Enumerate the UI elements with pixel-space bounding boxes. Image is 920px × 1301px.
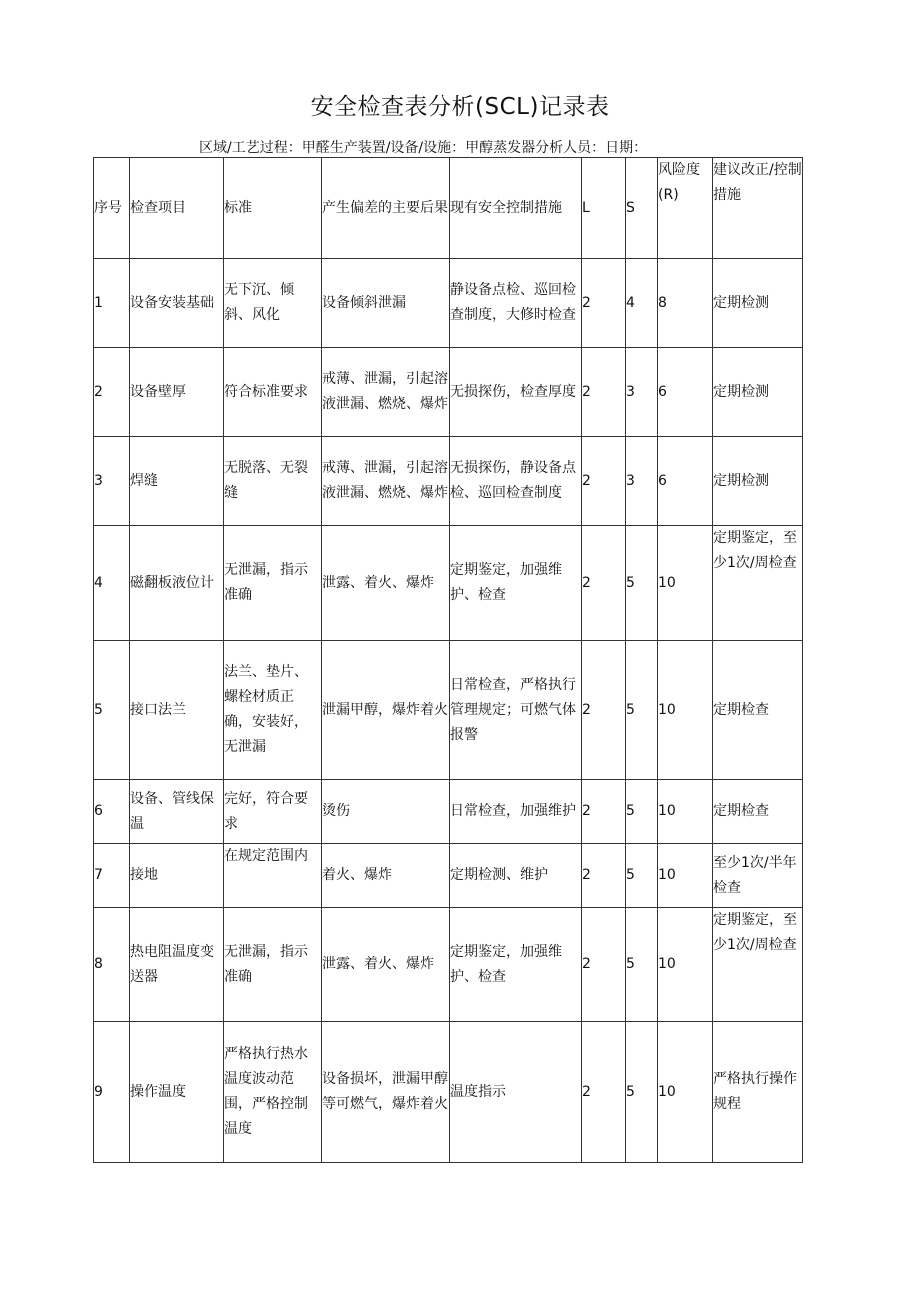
table-cell: 日常检查，加强维护 — [450, 780, 582, 844]
table-cell: 法兰、垫片、螺栓材质正确，安装好，无泄漏 — [224, 641, 322, 780]
header-cell-risk: 风险度 (R) — [658, 158, 713, 259]
table-cell: 设备壁厚 — [130, 348, 224, 437]
table-cell: 泄露、着火、爆炸 — [322, 908, 450, 1022]
table-cell: 泄漏甲醇，爆炸着火 — [322, 641, 450, 780]
table-cell: 戒薄、泄漏，引起溶液泄漏、燃烧、爆炸 — [322, 348, 450, 437]
table-cell: 戒薄、泄漏，引起溶液泄漏、燃烧、爆炸 — [322, 437, 450, 526]
table-row — [94, 780, 803, 844]
header-cell-measures: 现有安全控制措施 — [450, 158, 582, 259]
table-cell: 无泄漏，指示准确 — [224, 908, 322, 1022]
scl-table — [93, 157, 803, 1163]
header-cell-suggestion: 建议改正/控制措施 — [713, 158, 803, 259]
header-cell-item: 检查项目 — [130, 158, 224, 259]
table-cell: 烫伤 — [322, 780, 450, 844]
table-cell: 8 — [658, 259, 713, 348]
table-cell: 着火、爆炸 — [322, 844, 450, 908]
table-cell: 4 — [626, 259, 658, 348]
header-cell-l: L — [582, 158, 626, 259]
table-cell: 10 — [658, 844, 713, 908]
table-cell: 热电阻温度变送器 — [130, 908, 224, 1022]
table-cell: 完好，符合要求 — [224, 780, 322, 844]
table-cell: 2 — [582, 348, 626, 437]
table-cell: 磁翻板液位计 — [130, 526, 224, 641]
table-cell: 8 — [94, 908, 130, 1022]
table-cell: 2 — [582, 259, 626, 348]
table-cell: 在规定范围内 — [224, 844, 322, 908]
table-row — [94, 844, 803, 908]
table-cell: 6 — [94, 780, 130, 844]
table-cell: 定期检测 — [713, 348, 803, 437]
table-cell: 2 — [582, 908, 626, 1022]
table-cell: 10 — [658, 780, 713, 844]
table-cell: 设备倾斜泄漏 — [322, 259, 450, 348]
table-cell: 设备安装基础 — [130, 259, 224, 348]
table-cell: 严格执行操作规程 — [713, 1022, 803, 1163]
table-row — [94, 526, 803, 641]
table-cell: 5 — [626, 641, 658, 780]
table-cell: 5 — [626, 1022, 658, 1163]
table-row — [94, 348, 803, 437]
table-cell: 日常检查，严格执行管理规定；可燃气体报警 — [450, 641, 582, 780]
table-cell: 10 — [658, 641, 713, 780]
document-subtitle: 区域/工艺过程：甲醛生产装置/设备/设施：甲醇蒸发器分析人员：日期： — [199, 140, 648, 156]
table-cell: 设备损坏，泄漏甲醇等可燃气，爆炸着火 — [322, 1022, 450, 1163]
table-cell: 定期鉴定，加强维护、检查 — [450, 908, 582, 1022]
table-cell: 接地 — [130, 844, 224, 908]
table-cell: 定期鉴定，至少1次/周检查 — [713, 526, 803, 641]
table-cell: 泄露、着火、爆炸 — [322, 526, 450, 641]
table-cell: 无损探伤，检查厚度 — [450, 348, 582, 437]
table-cell: 2 — [582, 526, 626, 641]
table-cell: 设备、管线保温 — [130, 780, 224, 844]
table-cell: 至少1次/半年检查 — [713, 844, 803, 908]
table-cell: 无损探伤，静设备点检、巡回检查制度 — [450, 437, 582, 526]
table-cell: 定期检测 — [713, 437, 803, 526]
document-title: 安全检查表分析(SCL)记录表 — [310, 94, 610, 120]
table-cell: 5 — [94, 641, 130, 780]
table-cell: 3 — [626, 348, 658, 437]
table-cell: 2 — [582, 437, 626, 526]
table-cell: 5 — [626, 780, 658, 844]
table-cell: 定期鉴定，至少1次/周检查 — [713, 908, 803, 1022]
table-cell: 9 — [94, 1022, 130, 1163]
table-cell: 6 — [658, 348, 713, 437]
table-cell: 定期检查 — [713, 641, 803, 780]
table-cell: 2 — [582, 844, 626, 908]
table-cell: 5 — [626, 844, 658, 908]
table-cell: 静设备点检、巡回检查制度，大修时检查 — [450, 259, 582, 348]
table-cell: 接口法兰 — [130, 641, 224, 780]
table-cell: 温度指示 — [450, 1022, 582, 1163]
table-cell: 2 — [582, 641, 626, 780]
table-cell: 1 — [94, 259, 130, 348]
table-cell: 定期鉴定，加强维护、检查 — [450, 526, 582, 641]
table-cell: 无泄漏，指示准确 — [224, 526, 322, 641]
table-row — [94, 259, 803, 348]
table-header-row — [94, 158, 803, 259]
table-row — [94, 641, 803, 780]
table-cell: 6 — [658, 437, 713, 526]
table-cell: 严格执行热水温度波动范围，严格控制温度 — [224, 1022, 322, 1163]
table-cell: 定期检测、维护 — [450, 844, 582, 908]
header-cell-s: S — [626, 158, 658, 259]
table-cell: 焊缝 — [130, 437, 224, 526]
table-cell: 2 — [94, 348, 130, 437]
table-row — [94, 908, 803, 1022]
header-cell-standard: 标准 — [224, 158, 322, 259]
table-row — [94, 437, 803, 526]
header-cell-index: 序号 — [94, 158, 130, 259]
table-cell: 定期检测 — [713, 259, 803, 348]
table-cell: 2 — [582, 1022, 626, 1163]
table-cell: 操作温度 — [130, 1022, 224, 1163]
table-cell: 10 — [658, 526, 713, 641]
table-cell: 3 — [626, 437, 658, 526]
header-cell-consequence: 产生偏差的主要后果 — [322, 158, 450, 259]
table-cell: 2 — [582, 780, 626, 844]
table-cell: 10 — [658, 908, 713, 1022]
table-cell: 定期检查 — [713, 780, 803, 844]
table-cell: 无脱落、无裂缝 — [224, 437, 322, 526]
table-cell: 符合标准要求 — [224, 348, 322, 437]
table-cell: 7 — [94, 844, 130, 908]
table-row — [94, 1022, 803, 1163]
table-cell: 3 — [94, 437, 130, 526]
table-cell: 无下沉、倾斜、风化 — [224, 259, 322, 348]
table-cell: 5 — [626, 526, 658, 641]
table-cell: 4 — [94, 526, 130, 641]
table-cell: 10 — [658, 1022, 713, 1163]
table-cell: 5 — [626, 908, 658, 1022]
